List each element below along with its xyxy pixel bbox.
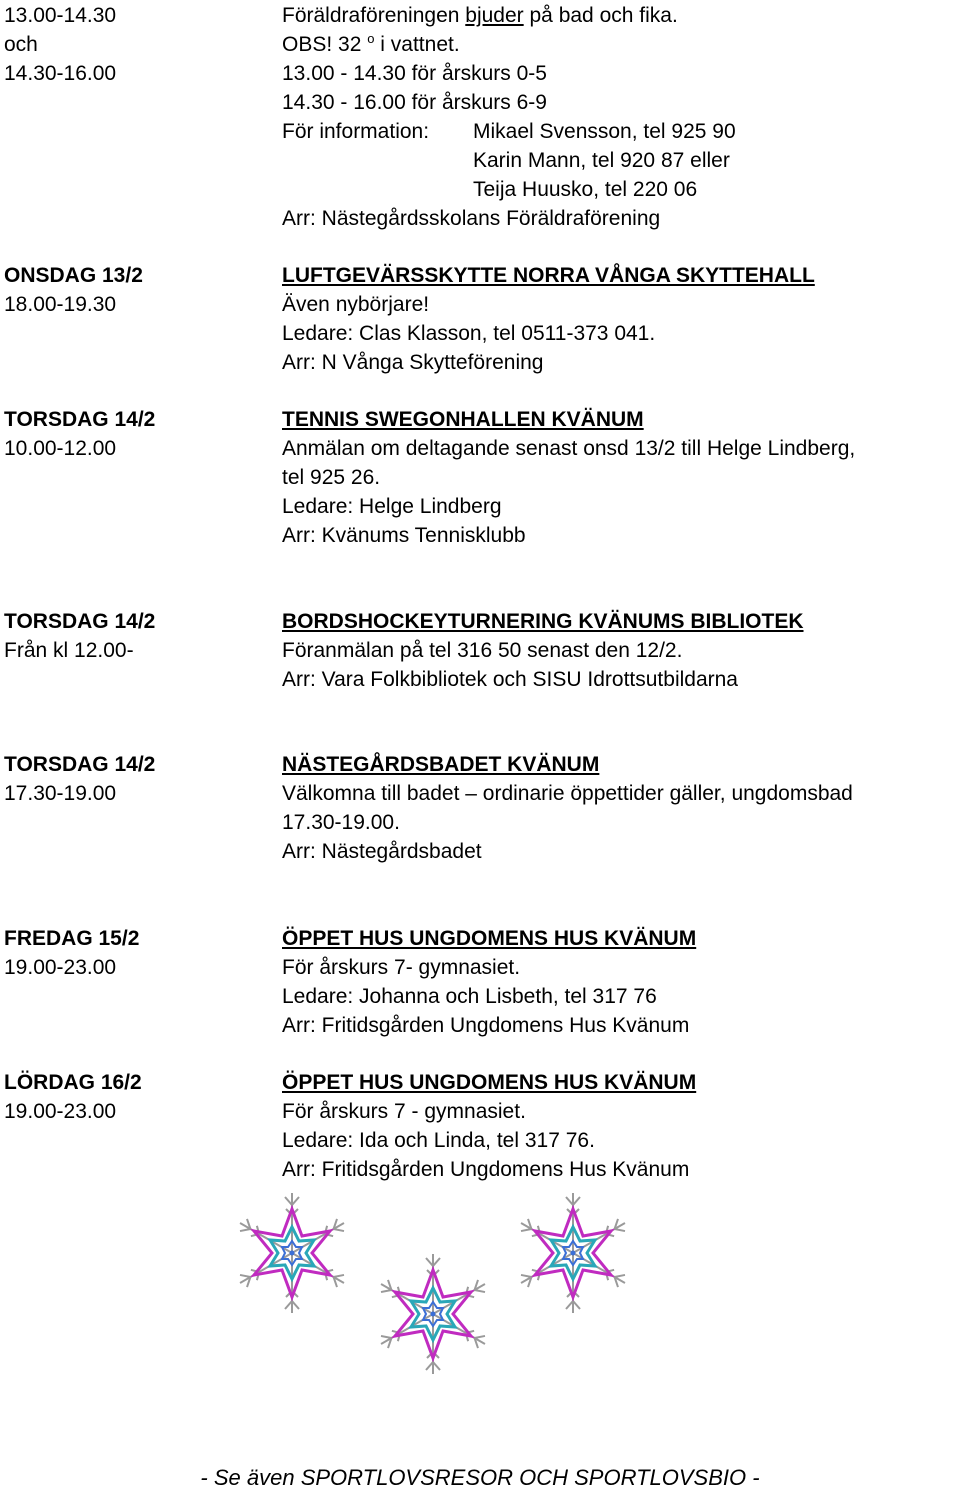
event-header — [0, 405, 960, 434]
event-header — [0, 750, 960, 779]
event-header — [0, 607, 960, 636]
event-detail: 17.30-19.00. — [282, 811, 400, 834]
event-line — [0, 1011, 960, 1040]
event-detail: Föranmälan på tel 316 50 senast den 12/2. — [282, 639, 683, 662]
event-line — [0, 808, 960, 837]
bad-contact-3: Teija Huusko, tel 220 06 — [473, 178, 698, 201]
event-line — [0, 636, 960, 665]
event-day: TORSDAG 14/2 — [4, 408, 156, 431]
event-title: ÖPPET HUS UNGDOMENS HUS KVÄNUM — [282, 1071, 697, 1094]
bad-line-5 — [0, 117, 960, 146]
bad-arr: Arr: Nästegårdsskolans Föräldraförening — [282, 207, 661, 230]
event-day: LÖRDAG 16/2 — [4, 1071, 142, 1094]
bad-line-8 — [0, 204, 960, 233]
event-line — [0, 348, 960, 377]
event-detail: Arr: Kvänums Tennisklubb — [282, 524, 526, 547]
bad-bjuder-link-text: bjuder — [465, 4, 524, 27]
event-time: 19.00-23.00 — [4, 1100, 117, 1123]
event-title: ÖPPET HUS UNGDOMENS HUS KVÄNUM — [282, 927, 697, 950]
snowflake-icon — [507, 1187, 639, 1319]
event-title: BORDSHOCKEYTURNERING KVÄNUMS BIBLIOTEK — [282, 610, 804, 633]
event-detail: Ledare: Helge Lindberg — [282, 495, 502, 518]
event-detail: För årskurs 7- gymnasiet. — [282, 956, 521, 979]
event-day: ONSDAG 13/2 — [4, 264, 143, 287]
event-time: Från kl 12.00- — [4, 639, 134, 662]
event-line — [0, 463, 960, 492]
event-detail: För årskurs 7 - gymnasiet. — [282, 1100, 526, 1123]
bad-time-3: 14.30-16.00 — [4, 62, 117, 85]
event-line — [0, 1126, 960, 1155]
bad-line-7 — [0, 175, 960, 204]
event-detail: tel 925 26. — [282, 466, 381, 489]
event-day: FREDAG 15/2 — [4, 927, 140, 950]
event-time: 17.30-19.00 — [4, 782, 117, 805]
event-line — [0, 1155, 960, 1184]
event-header — [0, 261, 960, 290]
footer-note: - Se även SPORTLOVSRESOR OCH SPORTLOVSBIO - — [200, 1465, 760, 1490]
bad-description: Föräldraföreningen bjuder på bad och fika. — [282, 4, 678, 27]
event-line — [0, 434, 960, 463]
bad-line-6 — [0, 146, 960, 175]
event-line — [0, 779, 960, 808]
event-detail: Även nybörjare! — [282, 293, 430, 316]
event-detail: Ledare: Johanna och Lisbeth, tel 317 76 — [282, 985, 657, 1008]
bad-grade-1: 13.00 - 14.30 för årskurs 0-5 — [282, 62, 547, 85]
event-header — [0, 924, 960, 953]
bad-info-label: För information: — [282, 120, 430, 143]
event-line — [0, 665, 960, 694]
event-line — [0, 953, 960, 982]
event-line — [0, 982, 960, 1011]
event-line — [0, 1097, 960, 1126]
event-title: LUFTGEVÄRSSKYTTE NORRA VÅNGA SKYTTEHALL — [282, 264, 815, 287]
event-line — [0, 521, 960, 550]
event-detail: Anmälan om deltagande senast onsd 13/2 till Helge Lindberg, — [282, 437, 856, 460]
event-detail: Arr: Nästegårdsbadet — [282, 840, 482, 863]
bad-time-1: 13.00-14.30 — [4, 4, 117, 27]
bad-line-3 — [0, 59, 960, 88]
event-detail: Arr: N Vånga Skytteförening — [282, 351, 544, 374]
event-title: TENNIS SWEGONHALLEN KVÄNUM — [282, 408, 644, 431]
event-detail: Arr: Fritidsgården Ungdomens Hus Kvänum — [282, 1158, 690, 1181]
bad-contact-1: Mikael Svensson, tel 925 90 — [473, 120, 736, 143]
bad-line-1 — [0, 1, 960, 30]
snowflake-icon — [367, 1248, 499, 1380]
bad-line-4 — [0, 88, 960, 117]
event-time: 18.00-19.30 — [4, 293, 117, 316]
bad-grade-2: 14.30 - 16.00 för årskurs 6-9 — [282, 91, 547, 114]
event-time: 10.00-12.00 — [4, 437, 117, 460]
event-line — [0, 492, 960, 521]
event-line — [0, 837, 960, 866]
event-day: TORSDAG 14/2 — [4, 610, 156, 633]
bad-time-2: och — [4, 33, 38, 56]
event-time: 19.00-23.00 — [4, 956, 117, 979]
event-day: TORSDAG 14/2 — [4, 753, 156, 776]
event-detail: Ledare: Clas Klasson, tel 0511-373 041. — [282, 322, 656, 345]
event-detail: Ledare: Ida och Linda, tel 317 76. — [282, 1129, 595, 1152]
event-line — [0, 319, 960, 348]
bad-contact-2: Karin Mann, tel 920 87 eller — [473, 149, 730, 172]
snowflake-icon — [226, 1187, 358, 1319]
event-detail: Arr: Vara Folkbibliotek och SISU Idrottsutbildarna — [282, 668, 738, 691]
bad-obs-note: OBS! 32 $^o$ i vattnet. — [282, 31, 460, 56]
event-line — [0, 290, 960, 319]
event-detail: Välkomna till badet – ordinarie öppettider gäller, ungdomsbad — [282, 782, 853, 805]
event-detail: Arr: Fritidsgården Ungdomens Hus Kvänum — [282, 1014, 690, 1037]
event-header — [0, 1068, 960, 1097]
bad-line-2 — [0, 30, 960, 59]
event-title: NÄSTEGÅRDSBADET KVÄNUM — [282, 753, 600, 776]
